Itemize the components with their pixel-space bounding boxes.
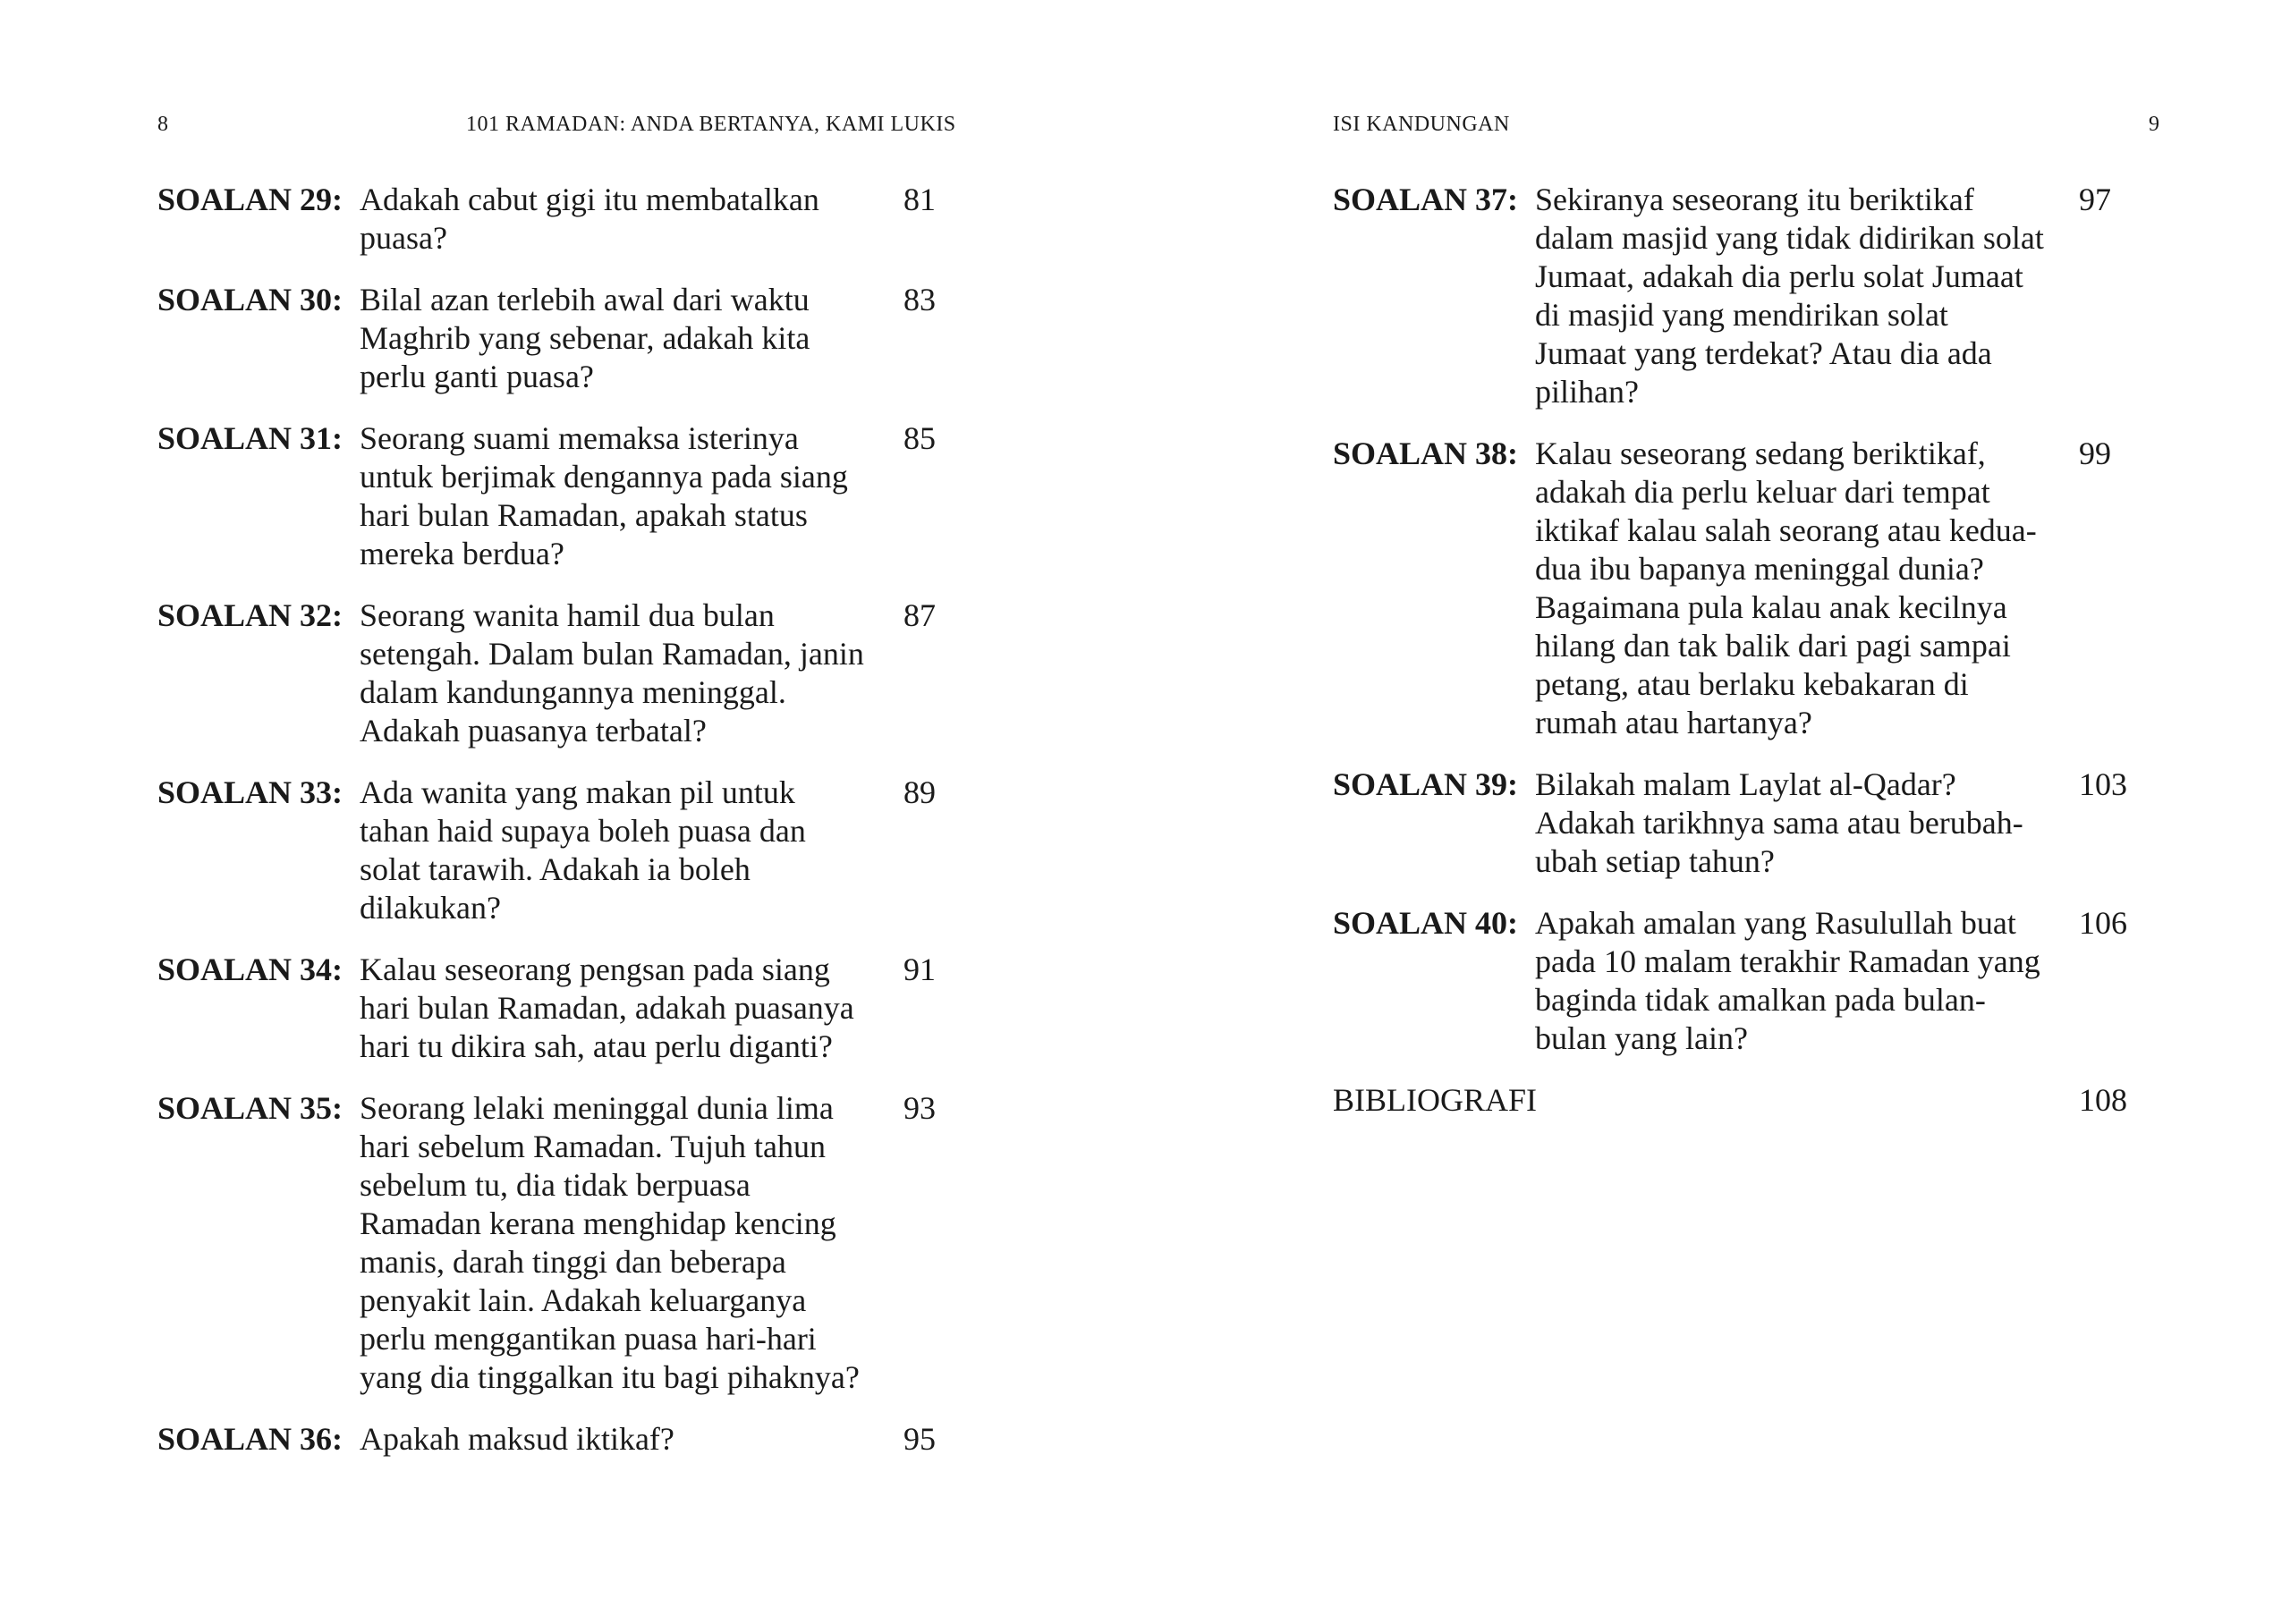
toc-page-number: 91 [903,952,936,987]
bibliography-title: BIBLIOGRAFI [1333,1082,1538,1118]
toc-page-number: 99 [2079,436,2111,471]
toc-question-label: SOALAN 35: [157,1090,344,1126]
toc-entry[interactable] [1333,435,2127,742]
toc-question-text: Seorang wanita hamil dua bulan setengah. Dalam bulan Ramadan, janin dalam kandungannya meninggal. Adakah puasanya terbatal? [360,597,864,749]
toc-question-label: SOALAN 31: [157,420,344,456]
toc-question-label: SOALAN 40: [1333,905,1519,941]
toc-page-number: 106 [2079,905,2127,941]
toc-question-label: SOALAN 36: [157,1421,344,1457]
toc-page-number: 85 [903,420,936,456]
toc-list-left [157,181,936,1482]
toc-entry[interactable] [1333,181,2127,411]
toc-entry-bibliography[interactable] [1333,1081,2127,1120]
toc-question-text: Seorang lelaki meninggal dunia lima hari sebelum Ramadan. Tujuh tahun sebelum tu, dia tidak berpuasa Ramadan kerana menghidap kencing manis, darah tinggi dan beberapa penyakit lain. Adakah keluarganya perlu menggantikan puasa hari-hari yang dia tinggalkan itu bagi pihaknya? [360,1090,860,1395]
toc-question-text: Apakah amalan yang Rasulullah buat pada 10 malam terakhir Ramadan yang baginda tidak amalkan pada bulan-bulan yang lain? [1535,905,2040,1056]
toc-question-text: Sekiranya seseorang itu beriktikaf dalam masjid yang tidak didirikan solat Jumaat, adakah dia perlu solat Jumaat di masjid yang mendirikan solat Jumaat yang terdekat? Atau dia ada pilihan? [1535,182,2044,410]
toc-question-text: Ada wanita yang makan pil untuk tahan haid supaya boleh puasa dan solat tarawih. Adakah ia boleh dilakukan? [360,774,806,926]
left-page-number: 8 [157,113,169,136]
toc-entry[interactable] [1333,765,2127,881]
toc-question-text: Apakah maksud iktikaf? [360,1421,674,1457]
toc-entry[interactable] [157,774,936,927]
toc-question-label: SOALAN 34: [157,952,344,987]
toc-entry[interactable] [157,419,936,573]
toc-question-label: SOALAN 37: [1333,182,1519,217]
toc-entry[interactable] [1333,904,2127,1058]
toc-page-number: 93 [903,1090,936,1126]
toc-question-label: SOALAN 39: [1333,766,1519,802]
toc-page-number: 103 [2079,766,2127,802]
toc-question-label: SOALAN 32: [157,597,344,633]
toc-entry[interactable] [157,951,936,1066]
toc-page-number: 87 [903,597,936,633]
right-running-head: ISI KANDUNGAN [1333,113,1510,136]
toc-question-text: Kalau seseorang pengsan pada siang hari bulan Ramadan, adakah puasanya hari tu dikira sah, atau perlu diganti? [360,952,854,1064]
toc-page-number: 95 [903,1421,936,1457]
toc-entry[interactable] [157,1420,936,1459]
toc-question-label: SOALAN 29: [157,182,344,217]
toc-list-right [1333,181,2127,1120]
toc-entry[interactable] [157,596,936,750]
toc-question-label: SOALAN 38: [1333,436,1519,471]
toc-question-text: Seorang suami memaksa isterinya untuk berjimak dengannya pada siang hari bulan Ramadan, apakah status mereka berdua? [360,420,848,571]
toc-entry[interactable] [157,1089,936,1397]
toc-question-text: Adakah cabut gigi itu membatalkan puasa? [360,182,819,256]
toc-page-number: 108 [2079,1082,2127,1118]
toc-question-text: Bilal azan terlebih awal dari waktu Maghrib yang sebenar, adakah kita perlu ganti puasa? [360,282,810,394]
toc-question-label: SOALAN 33: [157,774,344,810]
right-page [1145,0,2290,1624]
toc-question-text: Bilakah malam Laylat al-Qadar? Adakah tarikhnya sama atau berubah-ubah setiap tahun? [1535,766,2023,879]
right-page-number: 9 [2149,113,2160,136]
toc-page-number: 81 [903,182,936,217]
left-running-head: 101 RAMADAN: ANDA BERTANYA, KAMI LUKIS [466,113,956,136]
toc-page-number: 89 [903,774,936,810]
toc-entry[interactable] [157,181,936,258]
toc-question-label: SOALAN 30: [157,282,344,317]
toc-question-text: Kalau seseorang sedang beriktikaf, adakah dia perlu keluar dari tempat iktikaf kalau salah seorang atau kedua-dua ibu bapanya meninggal dunia? Bagaimana pula kalau anak kecilnya hilang dan tak balik dari pagi sampai petang, atau berlaku kebakaran di rumah atau hartanya? [1535,436,2037,740]
toc-page-number: 83 [903,282,936,317]
toc-entry[interactable] [157,281,936,396]
toc-page-number: 97 [2079,182,2111,217]
